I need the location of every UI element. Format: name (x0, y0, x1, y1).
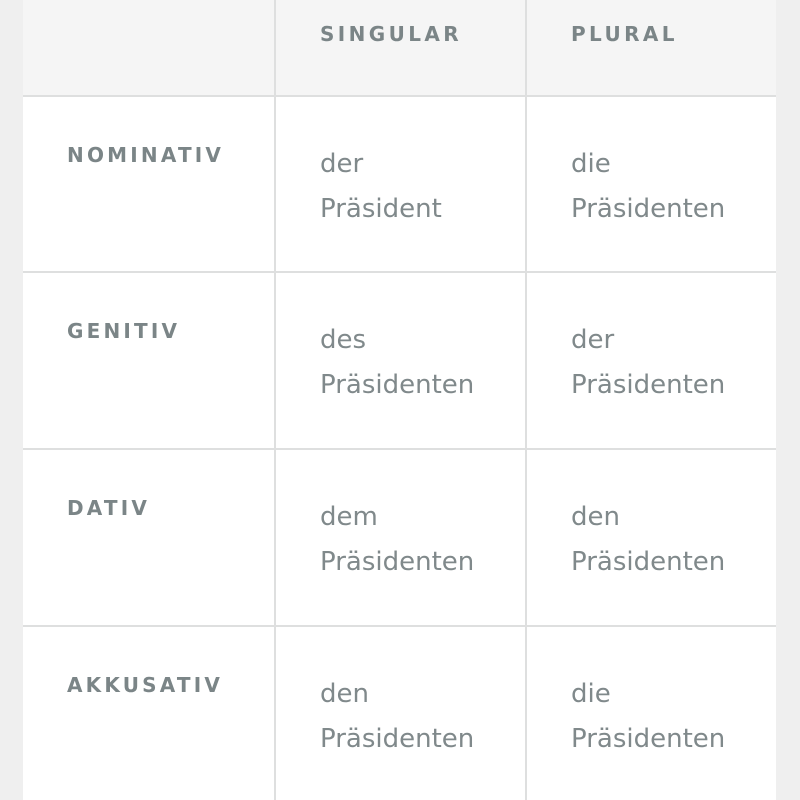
singular-cell (274, 450, 525, 625)
article: die (571, 149, 611, 179)
plural-cell (525, 450, 776, 625)
table-header-row (23, 0, 776, 97)
article: die (571, 679, 611, 709)
table-row-genitiv (23, 273, 776, 450)
case-cell (23, 450, 274, 625)
plural-form (571, 318, 725, 408)
singular-form (320, 142, 442, 232)
header-singular-cell (274, 0, 525, 95)
plural-cell (525, 273, 776, 448)
header-plural-cell (525, 0, 776, 95)
column-header-singular: SINGULAR (320, 22, 463, 46)
case-label: NOMINATIV (67, 143, 225, 167)
noun: Präsidenten (571, 194, 726, 224)
noun: Präsidenten (320, 370, 475, 400)
plural-form (571, 672, 725, 762)
article: den (571, 502, 620, 532)
plural-cell (525, 97, 776, 271)
noun: Präsidenten (571, 724, 726, 754)
article: dem (320, 502, 378, 532)
noun: Präsidenten (571, 547, 726, 577)
singular-form (320, 495, 474, 585)
case-cell (23, 627, 274, 800)
plural-form (571, 495, 725, 585)
noun: Präsidenten (320, 547, 475, 577)
singular-cell (274, 97, 525, 271)
case-cell (23, 273, 274, 448)
singular-cell (274, 627, 525, 800)
column-header-plural: PLURAL (571, 22, 678, 46)
table-row-dativ (23, 450, 776, 627)
article: der (571, 325, 615, 355)
table-row-nominativ (23, 97, 776, 273)
case-label: AKKUSATIV (67, 673, 224, 697)
noun: Präsidenten (571, 370, 726, 400)
table-row-akkusativ (23, 627, 776, 800)
singular-form (320, 672, 474, 762)
noun: Präsident (320, 194, 442, 224)
declension-table (23, 0, 776, 800)
case-label: GENITIV (67, 319, 181, 343)
case-label: DATIV (67, 496, 151, 520)
singular-form (320, 318, 474, 408)
article: der (320, 149, 364, 179)
article: des (320, 325, 367, 355)
singular-cell (274, 273, 525, 448)
case-cell (23, 97, 274, 271)
header-empty-cell (23, 0, 274, 95)
noun: Präsidenten (320, 724, 475, 754)
plural-cell (525, 627, 776, 800)
article: den (320, 679, 369, 709)
plural-form (571, 142, 725, 232)
